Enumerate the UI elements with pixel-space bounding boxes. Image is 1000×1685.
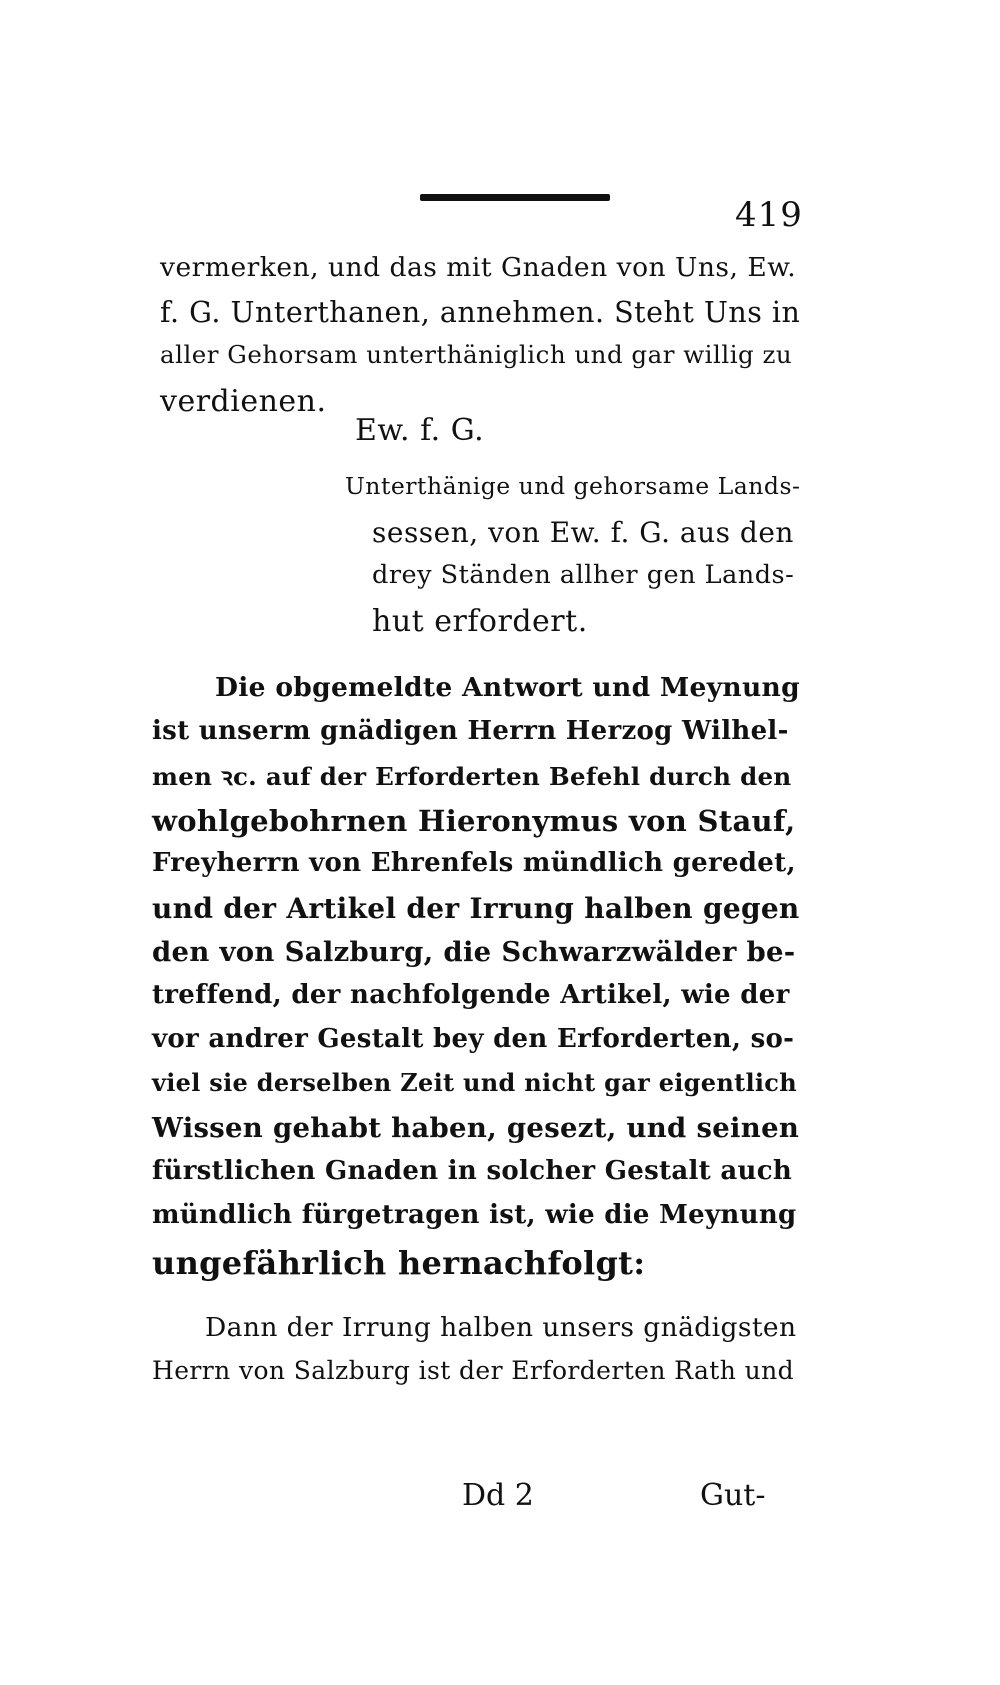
text-line: vermerken, und das mit Gnaden von Uns, Ew. xyxy=(160,252,797,283)
paragraph-line: wohlgebohrnen Hieronymus von Stauf, xyxy=(152,804,796,838)
paragraph-line: ist unserm gnädigen Herrn Herzog Wilhel- xyxy=(152,716,789,746)
catchword: Gut- xyxy=(700,1478,766,1513)
paragraph-line: Dann der Irrung halben unsers gnädigsten xyxy=(205,1312,797,1343)
paragraph-line: viel sie derselben Zeit und nicht gar eigentlich xyxy=(152,1068,797,1097)
paragraph-line: Herrn von Salzburg ist der Erforderten Rath und xyxy=(152,1356,794,1385)
paragraph-line: Wissen gehabt haben, gesezt, und seinen xyxy=(152,1112,800,1144)
paragraph-line: Freyherrn von Ehrenfels mündlich geredet, xyxy=(152,848,796,878)
signature-line: hut erfordert. xyxy=(372,604,588,639)
paragraph-line: fürstlichen Gnaden in solcher Gestalt auch xyxy=(152,1156,793,1186)
signature-line: Unterthänige und gehorsame Lands- xyxy=(345,472,801,500)
header-rule xyxy=(420,194,610,201)
paragraph-line: treffend, der nachfolgende Artikel, wie der xyxy=(152,980,790,1010)
text-line: f. G. Unterthanen, annehmen. Steht Uns in xyxy=(160,296,801,329)
text-line: verdienen. xyxy=(160,384,327,419)
paragraph-line: vor andrer Gestalt bey den Erforderten, so- xyxy=(152,1024,795,1054)
paragraph-line: und der Artikel der Irrung halben gegen xyxy=(152,892,800,925)
signature-line: drey Ständen allher gen Lands- xyxy=(372,560,795,590)
paragraph-line: men ꝛc. auf der Erforderten Befehl durch den xyxy=(152,762,792,791)
signature-mark: Dd 2 xyxy=(462,1478,534,1513)
page-number: 419 xyxy=(735,195,803,235)
signature-line: sessen, von Ew. f. G. aus den xyxy=(372,516,794,549)
salutation: Ew. f. G. xyxy=(355,413,485,448)
paragraph-line: Die obgemeldte Antwort und Meynung xyxy=(215,672,800,703)
text-line: aller Gehorsam unterthäniglich und gar willig zu xyxy=(160,340,793,369)
paragraph-line: den von Salzburg, die Schwarzwälder be- xyxy=(152,936,796,968)
paragraph-line: mündlich fürgetragen ist, wie die Meynung xyxy=(152,1200,797,1230)
paragraph-line: ungefährlich hernachfolgt: xyxy=(152,1244,646,1282)
